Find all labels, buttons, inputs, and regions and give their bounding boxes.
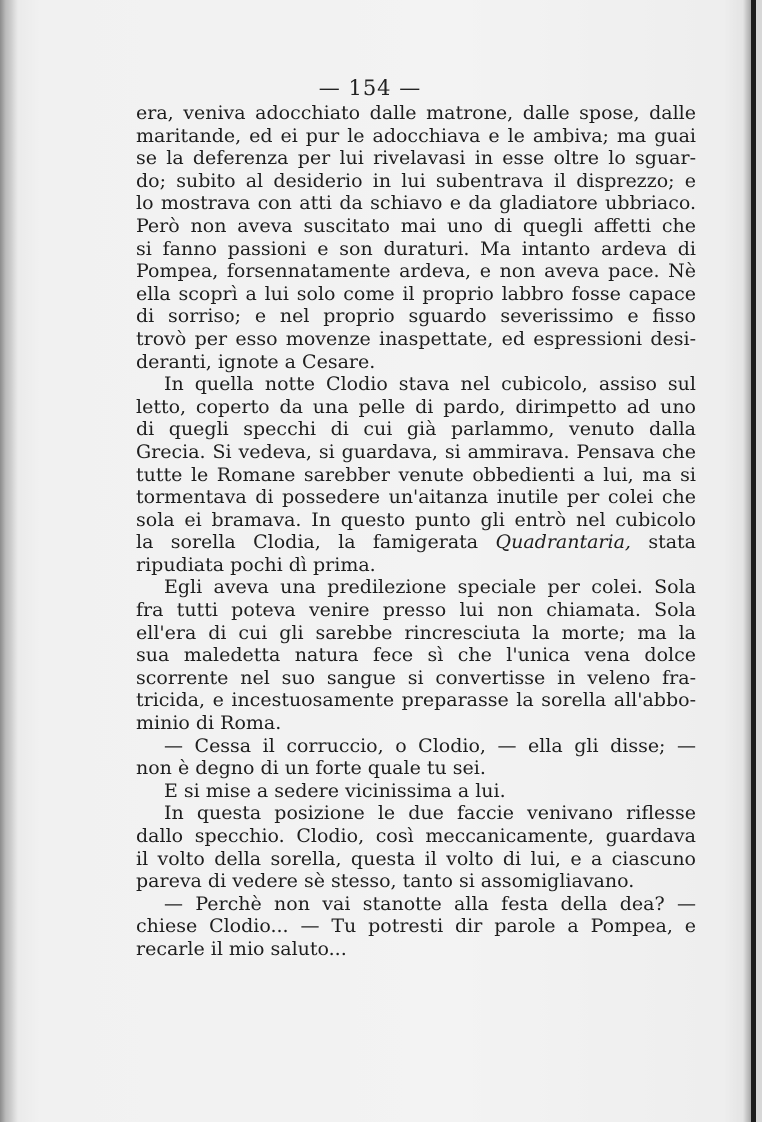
text-segment: la sorella Clodia, la famigerata: [136, 531, 479, 554]
text-line: pareva di vedere sè stesso, tanto si assomigliavano.: [136, 870, 635, 893]
text-line: do; subito al desiderio in lui subentrava il disprezzo; e: [136, 169, 696, 192]
text-line: era, veniva adocchiato dalle matrone, dalle spose, dalle: [136, 102, 696, 124]
text-line: Grecia. Si vedeva, si guardava, si ammirava. Pensava che: [136, 440, 696, 463]
text-line: In quella notte Clodio stava nel cubicolo, assiso sul: [164, 373, 696, 396]
text-line: Egli aveva una predilezione speciale per colei. Sola: [164, 576, 696, 599]
text-line: — Perchè non vai stanotte alla festa della dea? —: [164, 892, 696, 915]
text-line: E si mise a sedere vicinissima a lui.: [164, 779, 506, 802]
text-line: dallo specchio. Clodio, così meccanicamente, guardava: [136, 825, 696, 847]
text-line: tormentava di possedere un'aitanza inutile per colei che: [136, 486, 696, 509]
text-line: Pompea, forsennatamente ardeva, e non aveva pace. Nè: [136, 260, 696, 283]
body-text: [136, 102, 696, 961]
page-edge: [756, 0, 762, 1122]
text-line: recarle il mio saluto...: [136, 937, 347, 960]
text-line: lo mostrava con atti da schiavo e da gladiatore ubbriaco.: [136, 192, 696, 215]
text-line: si fanno passioni e son duraturi. Ma intanto ardeva di: [136, 237, 696, 260]
page-number: — 154 —: [318, 76, 422, 100]
text-line: tutte le Romane sarebber venute obbedienti a lui, ma si: [136, 463, 696, 486]
text-line: ell'era di cui gli sarebbe rincresciuta la morte; ma la: [136, 621, 696, 644]
text-line: maritande, ed ei pur le adocchiava e le ambiva; ma guai: [136, 124, 696, 147]
text-line: ella scoprì a lui solo come il proprio labbro fosse capace: [136, 282, 696, 305]
text-line: minio di Roma.: [136, 712, 282, 735]
binding-shade: [743, 0, 751, 1122]
italic-term: Quadrantaria,: [495, 531, 631, 554]
text-line: di sorriso; e nel proprio sguardo severissimo e fisso: [136, 305, 696, 328]
text-line: Però non aveva suscitato mai uno di quegli affetti che: [136, 214, 696, 237]
text-line: In questa posizione le due faccie venivano riflesse: [164, 802, 696, 825]
text-line: non è degno di un forte quale tu sei.: [136, 757, 486, 780]
text-segment: stata: [630, 531, 697, 554]
text-line: il volto della sorella, questa il volto di lui, e a ciascuno: [136, 847, 696, 870]
text-line: sua maledetta natura fece sì che l'unica vena dolce: [136, 644, 696, 667]
page-gutter-shadow: [0, 0, 18, 1122]
text-line-mixed: [136, 531, 696, 554]
text-line: di quegli specchi di cui già parlammo, venuto dalla: [136, 418, 696, 441]
text-line: scorrente nel suo sangue si convertisse in veleno fra-: [136, 666, 696, 689]
text-line: chiese Clodio... — Tu potresti dir parole a Pompea, e: [136, 915, 696, 938]
text-line: ripudiata pochi dì prima.: [136, 553, 376, 576]
text-line: trovò per esso movenze inaspettate, ed espressioni desi-: [136, 327, 696, 350]
text-line: sola ei bramava. In questo punto gli entrò nel cubicolo: [136, 508, 696, 531]
text-line: tricida, e incestuosamente preparasse la sorella all'abbo-: [136, 689, 696, 712]
text-line: fra tutti poteva venire presso lui non chiamata. Sola: [136, 599, 696, 622]
text-line: deranti, ignote a Cesare.: [136, 350, 376, 373]
text-line: se la deferenza per lui rivelavasi in esse oltre lo sguar-: [136, 147, 696, 170]
text-line: letto, coperto da una pelle di pardo, dirimpetto ad uno: [136, 395, 696, 418]
text-line: — Cessa il corruccio, o Clodio, — ella gli disse; —: [164, 734, 696, 757]
